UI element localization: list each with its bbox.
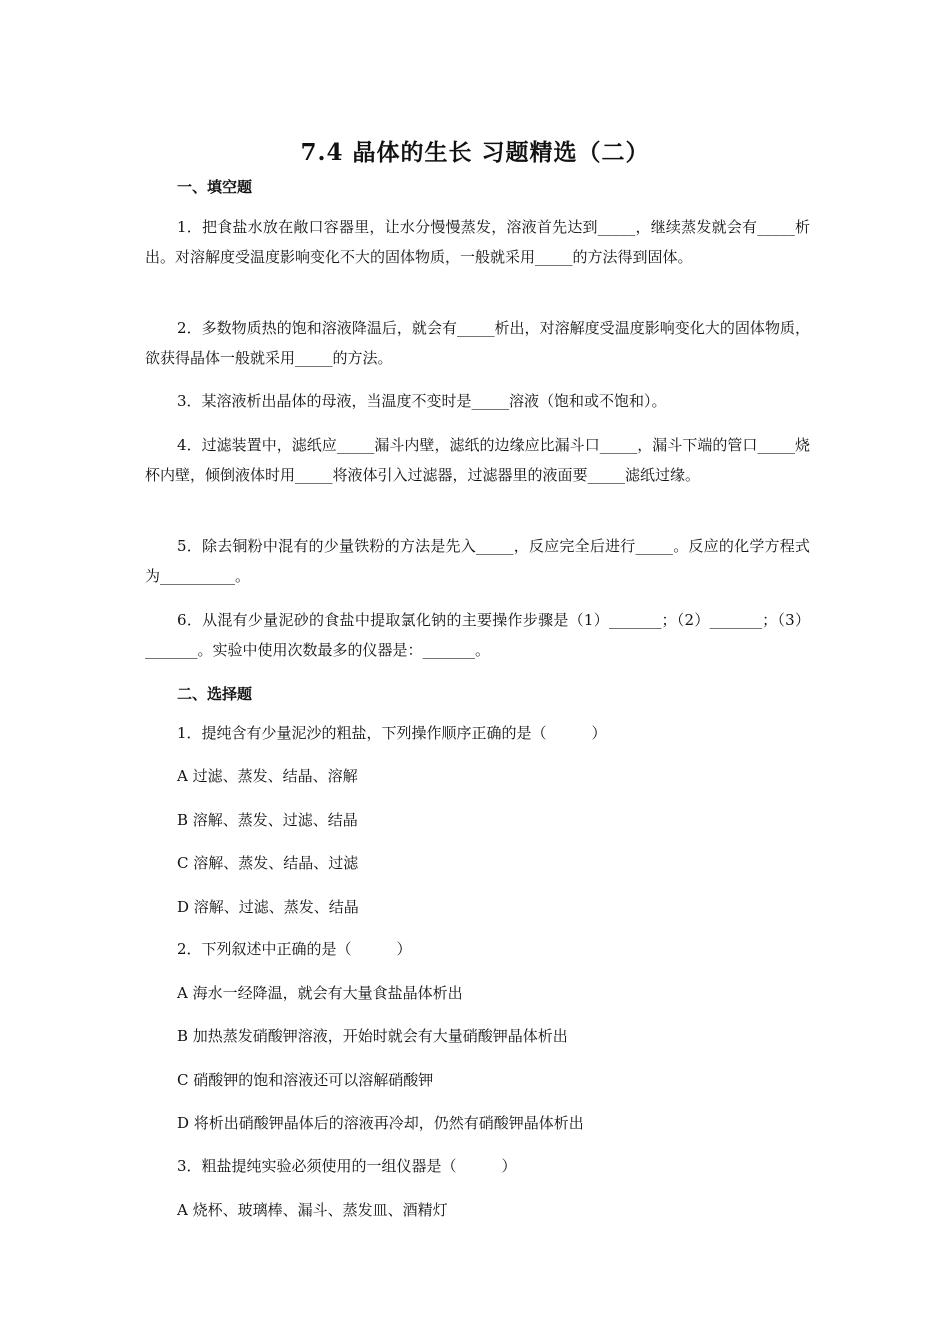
question-2: 2．多数物质热的饱和溶液降温后，就会有_____析出，对溶解度受温度影响变化大的固体物质，欲获得晶体一般就采用_____的方法。: [145, 319, 810, 367]
question-4: 4．过滤装置中，滤纸应_____漏斗内壁，滤纸的边缘应比漏斗口_____，漏斗下端的管口_____烧杯内壁，倾倒液体时用_____将液体引入过滤器，过滤器里的液面要_____滤纸过缘。: [145, 436, 810, 484]
section-heading-choice: 二、选择题: [177, 685, 253, 703]
question-3: 3．某溶液析出晶体的母液，当温度不变时是_____溶液（饱和或不饱和）。: [177, 392, 667, 410]
choice-question-2-option-d: D 将析出硝酸钾晶体后的溶液再冷却，仍然有硝酸钾晶体析出: [177, 1114, 584, 1132]
choice-question-1-option-b: B 溶解、蒸发、过滤、结晶: [177, 811, 358, 829]
question-1: 1．把食盐水放在敞口容器里，让水分慢慢蒸发，溶液首先达到_____，继续蒸发就会有_____析出。对溶解度受温度影响变化不大的固体物质，一般就采用_____的方法得到固体。: [145, 218, 810, 266]
choice-question-1-option-a: A 过滤、蒸发、结晶、溶解: [177, 767, 358, 785]
choice-question-3-stem: 3．粗盐提纯实验必须使用的一组仪器是（ ）: [177, 1157, 517, 1175]
choice-question-2-option-a: A 海水一经降温，就会有大量食盐晶体析出: [177, 984, 463, 1002]
choice-question-2-option-b: B 加热蒸发硝酸钾溶液，开始时就会有大量硝酸钾晶体析出: [177, 1027, 568, 1045]
question-6: 6．从混有少量泥砂的食盐中提取氯化钠的主要操作步骤是（1）_______；（2）_______；（3）_______。实验中使用次数最多的仪器是：_______。: [145, 611, 810, 659]
choice-question-2-stem: 2．下列叙述中正确的是（ ）: [177, 940, 412, 958]
choice-question-1-option-d: D 溶解、过滤、蒸发、结晶: [177, 898, 359, 916]
page-title: 7.4 晶体的生长 习题精选（二）: [300, 139, 650, 166]
choice-question-1-option-c: C 溶解、蒸发、结晶、过滤: [177, 854, 359, 872]
choice-question-3-option-a: A 烧杯、玻璃棒、漏斗、蒸发皿、酒精灯: [177, 1201, 448, 1219]
choice-question-1-stem: 1．提纯含有少量泥沙的粗盐，下列操作顺序正确的是（ ）: [177, 724, 607, 742]
section-heading-fill-blank: 一、填空题: [177, 178, 253, 196]
choice-question-2-option-c: C 硝酸钾的饱和溶液还可以溶解硝酸钾: [177, 1071, 434, 1089]
question-5: 5．除去铜粉中混有的少量铁粉的方法是先入_____，反应完全后进行_____。反应的化学方程式为__________。: [145, 537, 810, 585]
